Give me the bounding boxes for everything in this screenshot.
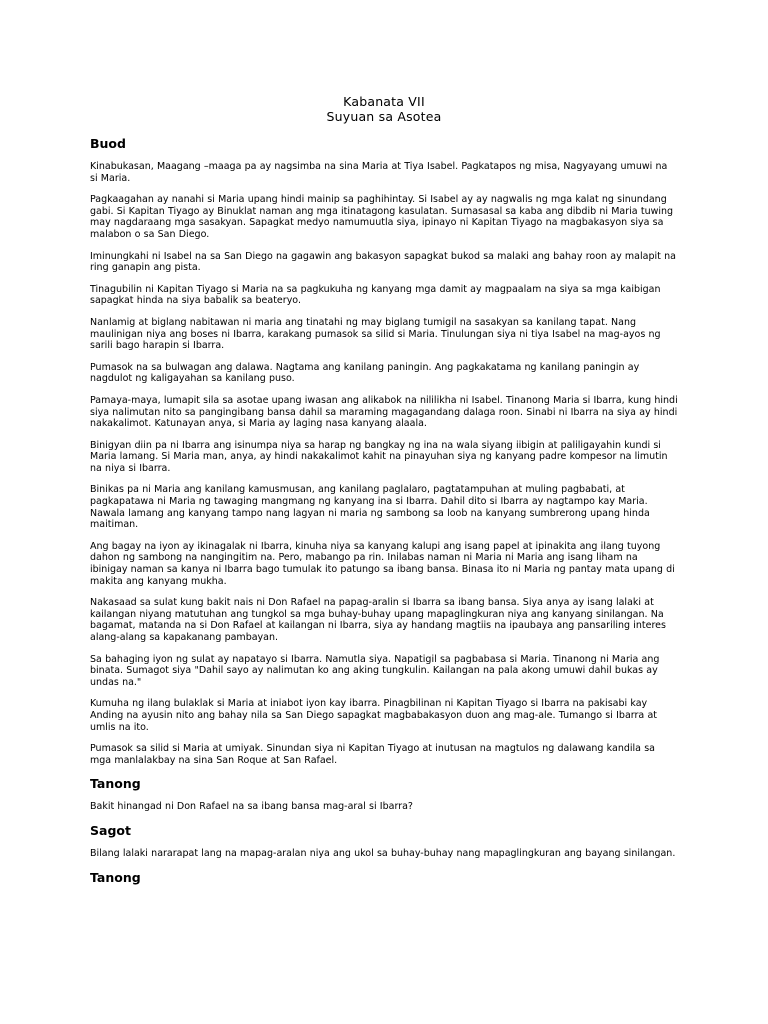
section-tanong-2	[90, 870, 678, 885]
chapter-title: Kabanata VII	[343, 94, 425, 109]
paragraph: Pagkaagahan ay nanahi si Maria upang hindi mainip sa paghihintay. Si Isabel ay ay nagwalis ng mga kalat ng sinundang gabi. Si Kapitan Tiyago ay Binuklat naman ang mga itinatagong kasulatan. Sumasasal sa kaba ang dibdib ni Maria tuwing may nagdaraang mga sasakyan. Sapagkat medyo namumuutla siya, ipinayo ni Kapitan Tiyago na magbakasyon siya sa malabon o sa San Diego.	[90, 194, 674, 240]
paragraph: Ang bagay na iyon ay ikinagalak ni Ibarra, kinuha niya sa kanyang kalupi ang isang papel at ipinakita ang ilang tuyong dahon ng sambong na nangingitim na. Pero, mabango pa rin. Inilabas naman ni Maria ni Maria ang isang liham na ibinigay naman sa kanya ni Ibarra bago tumulak ito patungo sa ibang bansa. Binasa ito ni Maria ng pantay mata upang di makita ang kanyang mukha.	[90, 540, 675, 587]
paragraph: Pumasok sa silid si Maria at umiyak. Sinundan siya ni Kapitan Tiyago at inutusan na magtulos ng dalawang kandila sa mga manlalakbay na sina San Roque at San Rafael.	[90, 743, 655, 766]
paragraph: Binigyan diin pa ni Ibarra ang isinumpa niya sa harap ng bangkay ng ina na wala siyang iibigin at paliligayahin kundi si Maria lamang. Si Maria man, anya, ay hindi nakakalimot kahit na pinayuhan siya ng kanyang padre kompesor na limutin na niya si Ibarra.	[90, 439, 668, 474]
paragraph: Kinabukasan, Maagang –maaga pa ay nagsimba na sina Maria at Tiya Isabel. Pagkatapos ng misa, Nagyayang umuwi na si Maria.	[90, 161, 668, 184]
paragraph: Pamaya-maya, lumapit sila sa asotae upang iwasan ang alikabok na nililikha ni Isabel. Tinanong Maria si Ibarra, kung hindi siya nalimutan nito sa pangingibang bansa dahil sa maraming magagandang dalaga roon. Sinabi ni Ibarra na siya ay hindi nakakalimot. Katunayan anya, si Maria ay laging nasa kanyang alaala.	[90, 394, 678, 430]
chapter-subtitle: Suyuan sa Asotea	[326, 109, 442, 124]
paragraph: Iminungkahi ni Isabel na sa San Diego na gagawin ang bakasyon sapagkat bukod sa malaki ang bahay roon ay malapit na ring ganapin ang pista.	[90, 250, 676, 274]
section-heading: Buod	[90, 136, 126, 151]
paragraph: Pumasok na sa bulwagan ang dalawa. Nagtama ang kanilang paningin. Ang pagkakatama ng kanilang paningin ay nagdulot ng kaligayahan sa kanilang puso.	[90, 361, 640, 385]
document-page	[90, 94, 678, 895]
section-buod	[90, 136, 678, 766]
paragraph: Binikas pa ni Maria ang kanilang kamusmusan, ang kanilang paglalaro, pagtatampuhan at muling pagbabati, at pagkapatawa ni Maria ng tawaging mangmang ng kanyang ina si Ibarra. Dahil dito si Ibarra ay nagtampo kay Maria. Nawala lamang ang kanyang tampo nang lagyan ni maria ng sambong sa loob na kanyang sumbrerong upang hinda maitiman.	[90, 484, 650, 531]
section-heading: Tanong	[90, 776, 141, 792]
section-tanong-1	[90, 776, 678, 813]
section-sagot	[90, 823, 678, 860]
question-text: Bakit hinangad ni Don Rafael na sa ibang bansa mag-aral si Ibarra?	[90, 801, 413, 813]
section-heading: Tanong	[90, 869, 141, 885]
section-heading: Sagot	[90, 822, 131, 838]
paragraph: Nakasaad sa sulat kung bakit nais ni Don Rafael na papag-aralin si Ibarra sa ibang bansa. Siya anya ay isang lalaki at kailangan niyang matutuhan ang tungkol sa mga buhay-buhay upang mapaglingkuran niya ang kanyang sinilangan. Na bagamat, matanda na si Don Rafael at kailangan ni Ibarra, siya ay handang magtiis na ipaubaya ang pansariling interes alang-alang sa kapakanang pambayan.	[90, 597, 666, 643]
paragraph: Sa bahaging iyon ng sulat ay napatayo si Ibarra. Namutla siya. Napatigil sa pagbabasa si Maria. Tinanong ni Maria ang binata. Sumagot siya "Dahil sayo ay nalimutan ko ang aking tungkulin. Kailangan na pala akong umuwi dahil bukas ay undas na."	[90, 653, 660, 688]
paragraph: Kumuha ng ilang bulaklak si Maria at iniabot iyon kay ibarra. Pinagbilinan ni Kapitan Tiyago si Ibarra na pakisabi kay Anding na ayusin nito ang bahay nila sa San Diego sapagkat magbabakasyon duon ang mag-ale. Tumango si Ibarra at umlis na ito.	[90, 698, 658, 733]
answer-text: Bilang lalaki nararapat lang na mapag-aralan niya ang ukol sa buhay-buhay nang mapaglingkuran ang bayang sinilangan.	[90, 847, 676, 859]
title-block	[90, 94, 678, 124]
paragraph: Nanlamig at biglang nabitawan ni maria ang tinatahi ng may biglang tumigil na sasakyan sa kanilang tapat. Nang maulinigan niya ang boses ni Ibarra, karakang pumasok sa silid si Maria. Tinulungan siya ni tiya Isabel na mag-ayos ng sarili bago harapin si Ibarra.	[90, 316, 661, 352]
paragraph: Tinagubilin ni Kapitan Tiyago si Maria na sa pagkukuha ng kanyang mga damit ay magpaalam na siya sa mga kaibigan sapagkat hinda na siya babalik sa beateryo.	[90, 283, 661, 307]
